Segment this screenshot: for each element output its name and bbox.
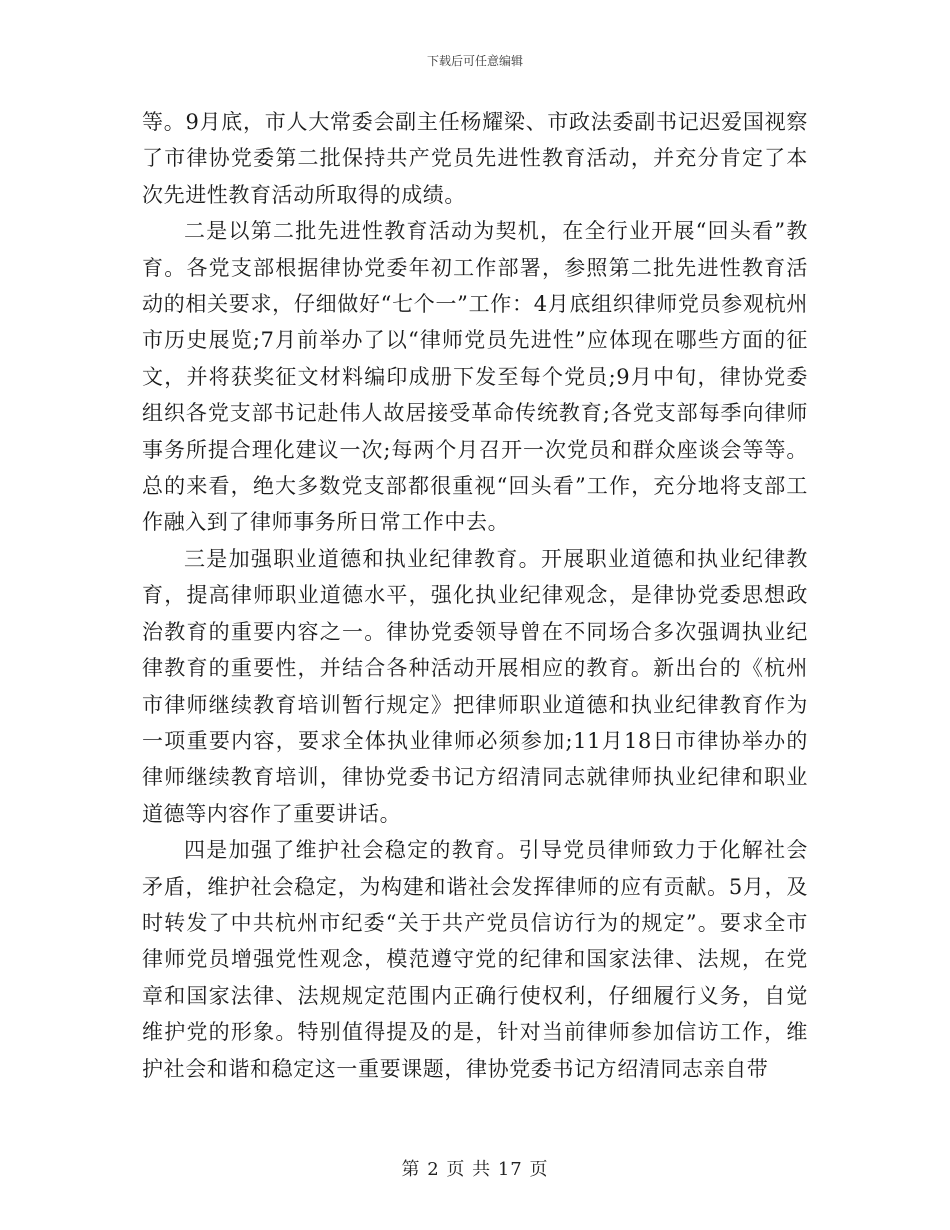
download-note: 下载后可任意编辑 xyxy=(426,54,523,68)
document-body xyxy=(142,104,808,1087)
paragraph-second-point: 二是以第二批先进性教育活动为契机，在全行业开展“回头看”教育。各党支部根据律协党委年初工作部署，参照第二批先进性教育活动的相关要求，仔细做好“七个一”工作：4月底组织律师党员参观杭州市历史展览;7月前举办了以“律师党员先进性”应体现在哪些方面的征文，并将获奖征文材料编印成册下发至每个党员;9月中旬，律协党委组织各党支部书记赴伟人故居接受革命传统教育;各党支部每季向律师事务所提合理化建议一次;每两个月召开一次党员和群众座谈会等等。总的来看，绝大多数党支部都很重视“回头看”工作，充分地将支部工作融入到了律师事务所日常工作中去。 xyxy=(142,219,808,535)
paragraph-continuation: 等。9月底，市人大常委会副主任杨耀梁、市政法委副书记迟爱国视察了市律协党委第二批保持共产党员先进性教育活动，并充分肯定了本次先进性教育活动所取得的成绩。 xyxy=(142,110,808,207)
paragraph-fourth-point: 四是加强了维护社会稳定的教育。引导党员律师致力于化解社会矛盾，维护社会稳定，为构建和谐社会发挥律师的应有贡献。5月，及时转发了中共杭州市纪委“关于共产党员信访行为的规定”。要求全市律师党员增强党性观念，模范遵守党的纪律和国家法律、法规，在党章和国家法律、法规规定范围内正确行使权利，仔细履行义务，自觉维护党的形象。特别值得提及的是，针对当前律师参加信访工作，维护社会和谐和稳定这一重要课题，律协党委书记方绍清同志亲自带 xyxy=(142,838,808,1081)
paragraph-third-point: 三是加强职业道德和执业纪律教育。开展职业道德和执业纪律教育，提高律师职业道德水平，强化执业纪律观念，是律协党委思想政治教育的重要内容之一。律协党委领导曾在不同场合多次强调执业纪律教育的重要性，并结合各种活动开展相应的教育。新出台的《杭州市律师继续教育培训暂行规定》把律师职业道德和执业纪律教育作为一项重要内容，要求全体执业律师必须参加;11月18日市律协举办的律师继续教育培训，律协党委书记方绍清同志就律师执业纪律和职业道德等内容作了重要讲话。 xyxy=(142,546,808,826)
page-number: 第 2 页 共 17 页 xyxy=(401,1159,549,1180)
